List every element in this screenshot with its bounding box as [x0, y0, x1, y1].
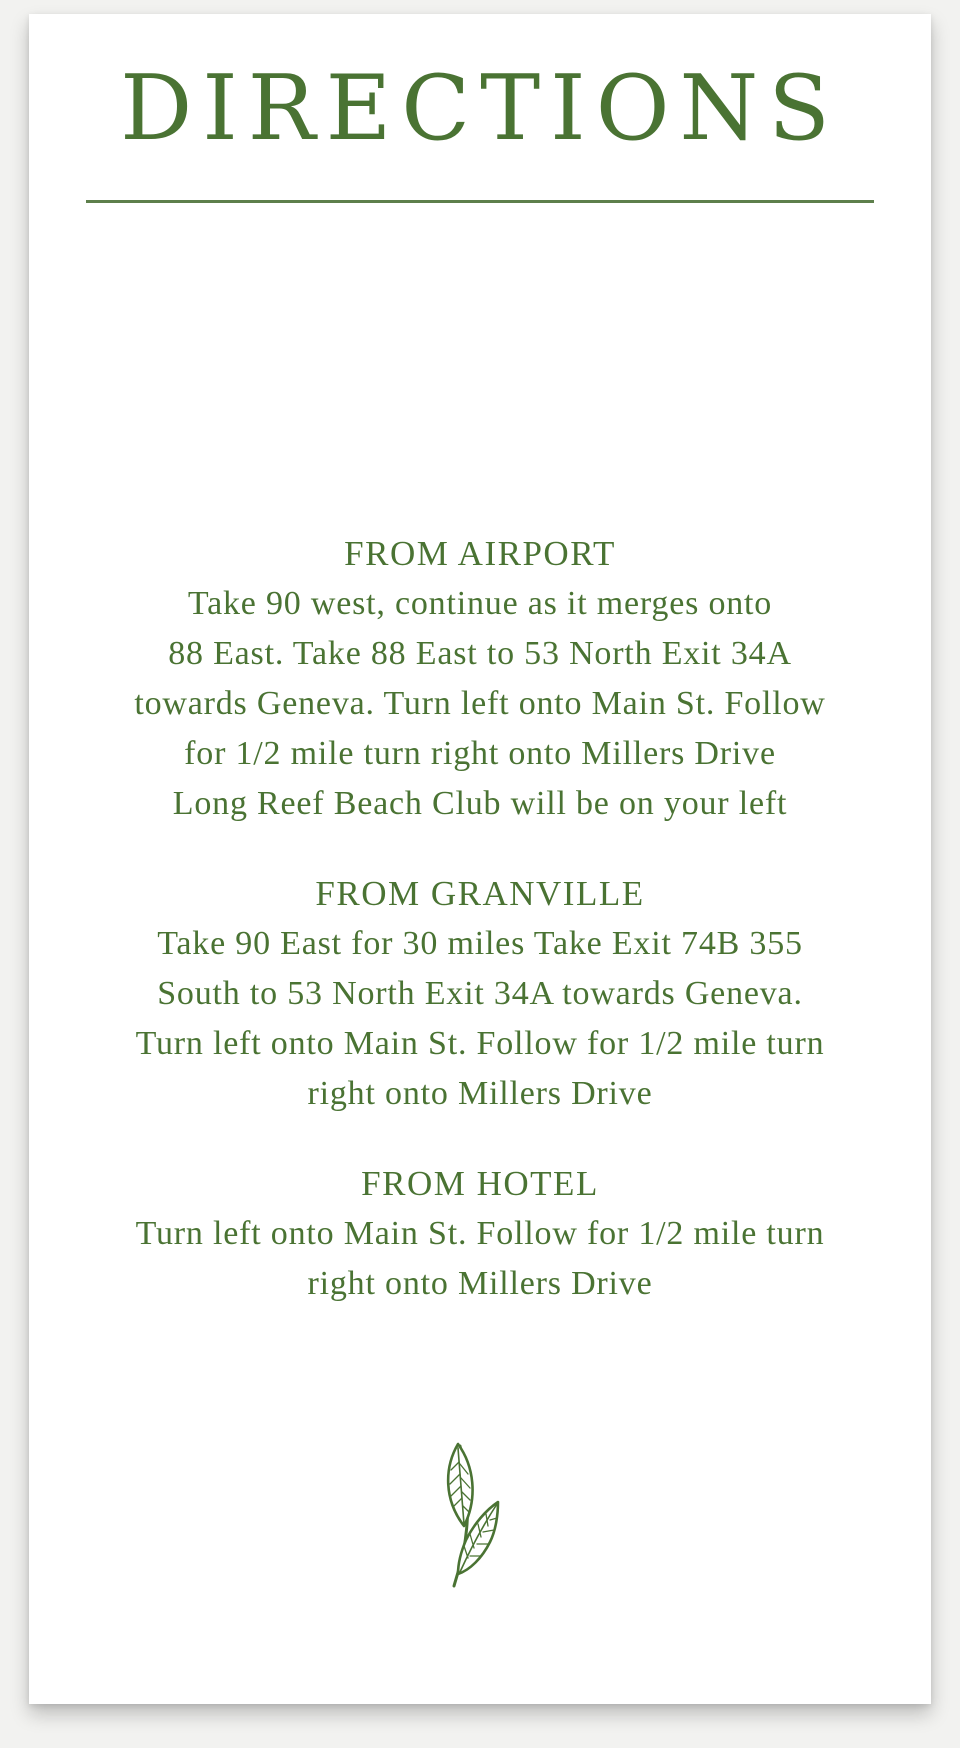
direction-line: Take 90 East for 30 miles Take Exit 74B 355 — [157, 925, 803, 962]
page-title: DIRECTIONS — [120, 56, 840, 161]
direction-line: right onto Millers Drive — [307, 1075, 653, 1112]
directions-card — [29, 14, 931, 1704]
section-heading: FROM HOTEL — [361, 1164, 599, 1203]
direction-line: Take 90 west, continue as it merges onto — [187, 585, 773, 622]
directions-content — [29, 529, 931, 1349]
section-from-airport — [29, 529, 931, 829]
leaf-sprig-icon — [440, 1434, 520, 1594]
direction-line: Long Reef Beach Club will be on your left — [172, 785, 788, 822]
direction-line: for 1/2 mile turn right onto Millers Drive — [184, 735, 776, 772]
section-from-granville — [29, 869, 931, 1119]
direction-line: Turn left onto Main St. Follow for 1/2 mile turn — [135, 1025, 825, 1062]
direction-line: South to 53 North Exit 34A towards Geneva. — [157, 975, 803, 1012]
direction-line: Turn left onto Main St. Follow for 1/2 mile turn — [135, 1215, 825, 1252]
section-heading: FROM GRANVILLE — [315, 874, 645, 913]
title-divider — [86, 200, 874, 203]
direction-line: right onto Millers Drive — [307, 1265, 653, 1302]
section-from-hotel — [29, 1159, 931, 1309]
section-heading: FROM AIRPORT — [344, 534, 616, 573]
direction-line: 88 East. Take 88 East to 53 North Exit 34A — [168, 635, 792, 672]
direction-line: towards Geneva. Turn left onto Main St. Follow — [134, 685, 826, 722]
